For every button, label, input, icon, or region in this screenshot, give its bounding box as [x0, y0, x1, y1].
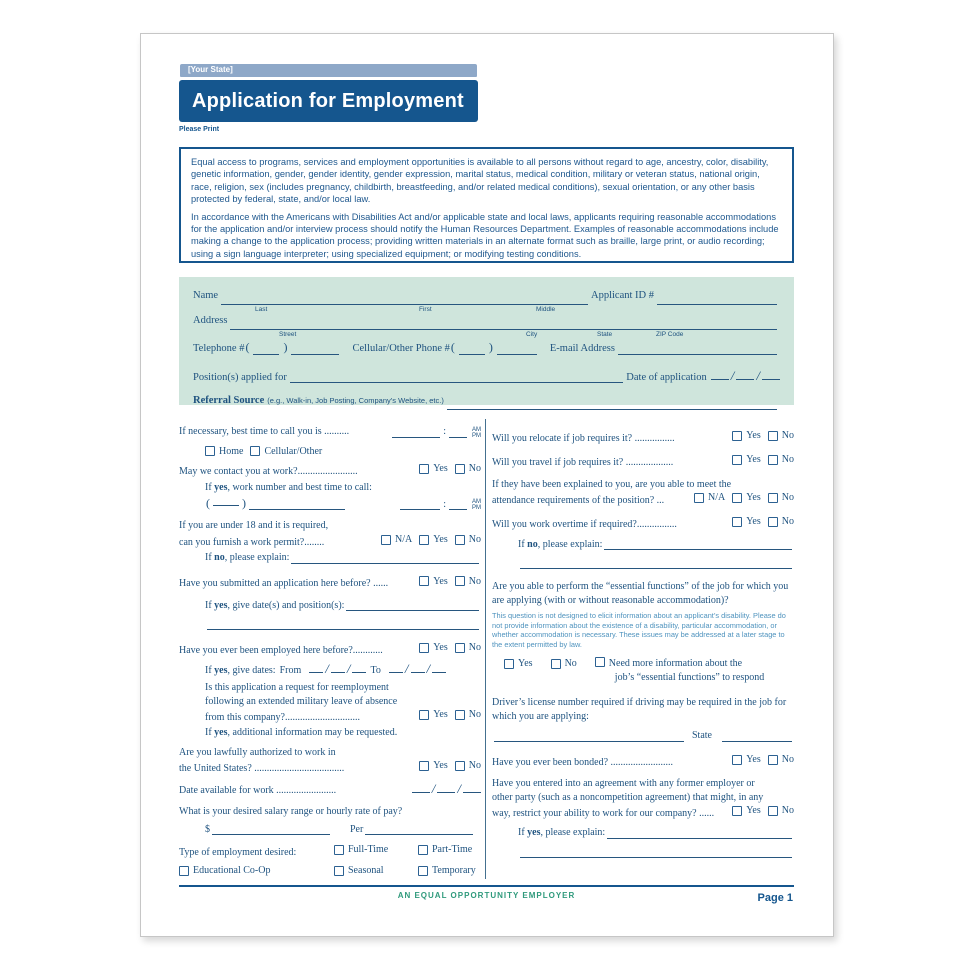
applicant-id-label: Applicant ID #	[591, 290, 654, 301]
essential-yes-checkbox[interactable]	[504, 659, 514, 669]
dates-positions-line-2[interactable]	[207, 620, 479, 630]
lawful-yes-checkbox[interactable]	[419, 761, 429, 771]
close-paren: )	[488, 340, 493, 354]
cellular-area-input-line[interactable]	[459, 345, 485, 355]
name-input-line[interactable]	[221, 295, 588, 305]
identity-panel	[179, 277, 794, 405]
travel-question: Will you travel if job requires it? ................... Yes No	[492, 454, 794, 468]
submitted-no-checkbox[interactable]	[455, 576, 465, 586]
overtime-no-checkbox[interactable]	[768, 517, 778, 527]
essential-no-checkbox[interactable]	[551, 659, 561, 669]
application-form-page	[140, 33, 834, 937]
attendance-na-checkbox[interactable]	[694, 493, 704, 503]
essential-functions-disclaimer: This question is not designed to elicit information about an applicant’s disability. Please do not provide information about the existence of a disability, particular accommodation, or whether accommodation is necessary. These issues may be addressed at a later stage to the extent permitted by law.	[492, 611, 786, 649]
salary-fields	[205, 823, 481, 837]
noncompete-explain-line[interactable]	[607, 829, 792, 839]
employment-dates-row: If yes, give dates: From / / To / /	[205, 662, 481, 678]
dollar-sign: $	[205, 823, 210, 835]
left-column	[179, 425, 481, 878]
educational-coop-checkbox[interactable]	[179, 866, 189, 876]
work-best-time-minutes-line[interactable]	[449, 500, 467, 510]
employment-type-question: Type of employment desired: Full-Time Part-Time Educational Co-Op Seasonal Temporary	[179, 844, 476, 877]
cellular-label: Cellular/Other Phone #	[352, 343, 450, 354]
reemployment-no-checkbox[interactable]	[455, 710, 465, 720]
travel-yes-checkbox[interactable]	[732, 455, 742, 465]
referral-source-input-line[interactable]	[447, 400, 777, 410]
eeo-paragraph-1: Equal access to programs, services and employment opportunities is available to all persons without regard to age, ancestry, color, disability, genetic information, gender, gender identity, gender expression, marital status, medical condition, military or veteran status, national origin, race, religion, sex (includes pregnancy, childbirth, breastfeeding, and/or related medical conditions), sexual orientation, or any other basis protected by federal, state, and/or local law.	[191, 157, 769, 205]
work-permit-no-checkbox[interactable]	[455, 535, 465, 545]
drivers-license-fields	[492, 729, 794, 743]
overtime-no-explain: If no, please explain:	[518, 538, 794, 552]
first-sublabel: First	[419, 306, 432, 313]
email-label: E-mail Address	[549, 343, 615, 354]
salary-per-line[interactable]	[365, 825, 473, 835]
noncompete-explain-line-2[interactable]	[520, 848, 792, 858]
home-checkbox[interactable]	[205, 446, 215, 456]
travel-no-checkbox[interactable]	[768, 455, 778, 465]
home-label: Home	[219, 445, 244, 457]
work-area-code-line[interactable]	[213, 496, 239, 506]
bonded-no-checkbox[interactable]	[768, 755, 778, 765]
state-tab-label: [Your State]	[188, 65, 233, 74]
work-best-time-line[interactable]	[400, 500, 440, 510]
date-of-application-field[interactable]: / /	[711, 368, 780, 384]
equal-opportunity-employer-label: AN EQUAL OPPORTUNITY EMPLOYER	[397, 891, 576, 900]
work-permit-yes-checkbox[interactable]	[419, 535, 429, 545]
phone-row	[193, 340, 780, 356]
noncompete-yes-checkbox[interactable]	[732, 806, 742, 816]
work-number-line[interactable]	[249, 500, 345, 510]
noncompete-question: Have you entered into an agreement with any former employer or other party (such as a noncompetition agreement) that might, in any way, restrict your ability to work for our company? ...... Yes No	[492, 778, 794, 819]
positions-input-line[interactable]	[290, 373, 623, 383]
attendance-no-checkbox[interactable]	[768, 493, 778, 503]
contact-work-no-checkbox[interactable]	[455, 464, 465, 474]
work-number-label: If yes, work number and best time to call:	[205, 482, 372, 494]
license-state-line[interactable]	[722, 732, 792, 742]
positions-label: Position(s) applied for	[193, 372, 287, 383]
seasonal-checkbox[interactable]	[334, 866, 344, 876]
bonded-question: Have you ever been bonded? ......................... Yes No	[492, 753, 794, 768]
reemployment-question: Is this application a request for reemployment following an extended military leave of absence from this company?.............................. Yes No	[205, 682, 481, 723]
overtime-explain-line-2[interactable]	[520, 559, 792, 569]
middle-sublabel: Middle	[536, 306, 556, 313]
from-date-field[interactable]: / /	[309, 662, 366, 676]
last-sublabel: Last	[255, 306, 268, 313]
address-input-line[interactable]	[230, 320, 777, 330]
employed-before-question: Have you ever been employed here before?............ Yes No	[179, 642, 481, 656]
am-pm-label: AM PM	[472, 499, 481, 512]
part-time-checkbox[interactable]	[418, 845, 428, 855]
referral-source-hint: (e.g., Walk-in, Job Posting, Company’s Website, etc.)	[267, 396, 444, 405]
noncompete-explain-continued	[518, 848, 794, 859]
drivers-license-question: Driver’s license number required if driving may be required in the job for which you are applying:	[492, 697, 787, 722]
telephone-label: Telephone #	[193, 343, 245, 354]
best-time-minutes-line[interactable]	[449, 428, 467, 438]
title-bar	[179, 80, 478, 122]
referral-row	[193, 395, 780, 411]
permit-explain-line[interactable]	[291, 554, 479, 564]
permit-no-explain: If no, please explain:	[205, 551, 481, 565]
attendance-question: If they have been explained to you, are you able to meet the attendance requirements of the position? ... N/A Yes No	[492, 478, 794, 506]
essential-functions-options: Yes No Need more information about the job’s “essential functions” to respond	[492, 657, 794, 684]
reemployment-yes-checkbox[interactable]	[419, 710, 429, 720]
work-number-fields: ( ) : AM PM	[206, 495, 481, 512]
essential-functions-question: Are you able to perform the “essential functions” of the job for which you are applying (with or without reasonable accommodation)?	[492, 581, 789, 606]
noncompete-yes-explain: If yes, please explain:	[518, 826, 794, 840]
column-divider	[485, 419, 486, 879]
eeo-paragraph-2: In accordance with the Americans with Disabilities Act and/or applicable state and local laws, applicants requiring reasonable accommodations for the application and/or interview process should notify the Human Resources Department. Examples of reasonable accommodations include making a change to the application process; providing written materials in an alternate format such as braille, large print, or audio recording; using a sign language interpreter; using specialized equipment; or modifying testing conditions.	[191, 211, 779, 259]
license-number-line[interactable]	[494, 732, 684, 742]
under-18-question: If you are under 18 and it is required, can you furnish a work permit?........ N/A Yes No	[179, 520, 481, 548]
full-time-checkbox[interactable]	[334, 845, 344, 855]
applicant-id-input-line[interactable]	[657, 295, 777, 305]
telephone-area-input-line[interactable]	[253, 345, 279, 355]
date-available-field[interactable]: / /	[412, 782, 481, 796]
relocate-yes-checkbox[interactable]	[732, 431, 742, 441]
email-input-line[interactable]	[618, 345, 777, 355]
dates-positions-line[interactable]	[346, 601, 479, 611]
lawful-no-checkbox[interactable]	[455, 761, 465, 771]
state-tab	[179, 63, 478, 78]
cellular-input-line[interactable]	[497, 345, 537, 355]
contact-at-work-question: May we contact you at work?........................ Yes No	[179, 463, 481, 477]
best-time-input-line[interactable]	[392, 428, 440, 438]
zip-sublabel: ZIP Code	[656, 331, 684, 338]
city-sublabel: City	[526, 331, 538, 338]
bonded-yes-checkbox[interactable]	[732, 755, 742, 765]
am-pm-label: AM PM	[472, 426, 481, 439]
name-row	[193, 290, 780, 306]
street-sublabel: Street	[279, 331, 297, 338]
overtime-yes-checkbox[interactable]	[732, 517, 742, 527]
address-label: Address	[193, 315, 228, 326]
salary-amount-line[interactable]	[212, 825, 330, 835]
submitted-before-question: Have you submitted an application here before? ...... Yes No	[179, 575, 481, 590]
call-location-options	[205, 445, 481, 459]
eeo-notice-box	[179, 147, 794, 263]
right-column	[492, 429, 794, 859]
overtime-question: Will you work overtime if required?................ Yes No	[492, 516, 794, 530]
relocate-no-checkbox[interactable]	[768, 431, 778, 441]
need-more-info-label: Need more information about the job’s “essential functions” to respond	[608, 658, 765, 683]
state-sublabel: State	[597, 331, 613, 338]
lawfully-authorized-question: Are you lawfully authorized to work in the United States? .................................... Yes No	[179, 746, 481, 774]
contact-work-yes-checkbox[interactable]	[419, 464, 429, 474]
employed-yes-checkbox[interactable]	[419, 643, 429, 653]
overtime-explain-continued	[518, 559, 794, 570]
name-label: Name	[193, 290, 219, 301]
attendance-yes-checkbox[interactable]	[732, 493, 742, 503]
additional-info-note: If yes, additional information may be requested.	[205, 727, 398, 739]
employment-type-label: Type of employment desired:	[179, 846, 297, 858]
page-number: Page 1	[757, 892, 793, 904]
position-row	[193, 368, 780, 384]
page-title: Application for Employment	[192, 90, 464, 112]
salary-question: What is your desired salary range or hourly rate of pay?	[179, 806, 403, 817]
per-label: Per	[350, 823, 364, 835]
to-date-field[interactable]: / /	[389, 662, 446, 676]
cellular-other-checkbox[interactable]	[250, 446, 260, 456]
please-print-note: Please Print	[179, 126, 220, 133]
telephone-input-line[interactable]	[291, 345, 339, 355]
questions-area	[179, 411, 794, 879]
date-of-application-label: Date of application	[626, 372, 707, 383]
essential-need-more-checkbox[interactable]	[595, 657, 605, 667]
close-paren: )	[283, 340, 288, 354]
work-permit-na-checkbox[interactable]	[381, 535, 391, 545]
license-state-label: State	[692, 730, 712, 742]
open-paren: (	[245, 340, 250, 354]
date-available-question: Date available for work ........................ / /	[179, 782, 481, 798]
dates-positions-continued	[205, 620, 481, 631]
open-paren: (	[450, 340, 455, 354]
referral-source-label: Referral Source	[193, 395, 265, 406]
name-sublabels	[193, 306, 780, 315]
footer-rule	[179, 885, 794, 887]
temporary-checkbox[interactable]	[418, 866, 428, 876]
overtime-explain-line[interactable]	[604, 540, 792, 550]
relocate-question: Will you relocate if job requires it? ................ Yes No	[492, 430, 794, 444]
submitted-dates-positions: If yes, give date(s) and position(s):	[205, 599, 481, 613]
cellular-other-label: Cellular/Other	[264, 445, 323, 457]
best-time-label: If necessary, best time to call you is ..........	[179, 426, 350, 437]
noncompete-no-checkbox[interactable]	[768, 806, 778, 816]
address-row	[193, 315, 780, 331]
best-time-to-call-question: If necessary, best time to call you is .......... : AM PM	[179, 426, 481, 439]
address-sublabels	[193, 331, 780, 340]
submitted-yes-checkbox[interactable]	[419, 576, 429, 586]
employed-no-checkbox[interactable]	[455, 643, 465, 653]
